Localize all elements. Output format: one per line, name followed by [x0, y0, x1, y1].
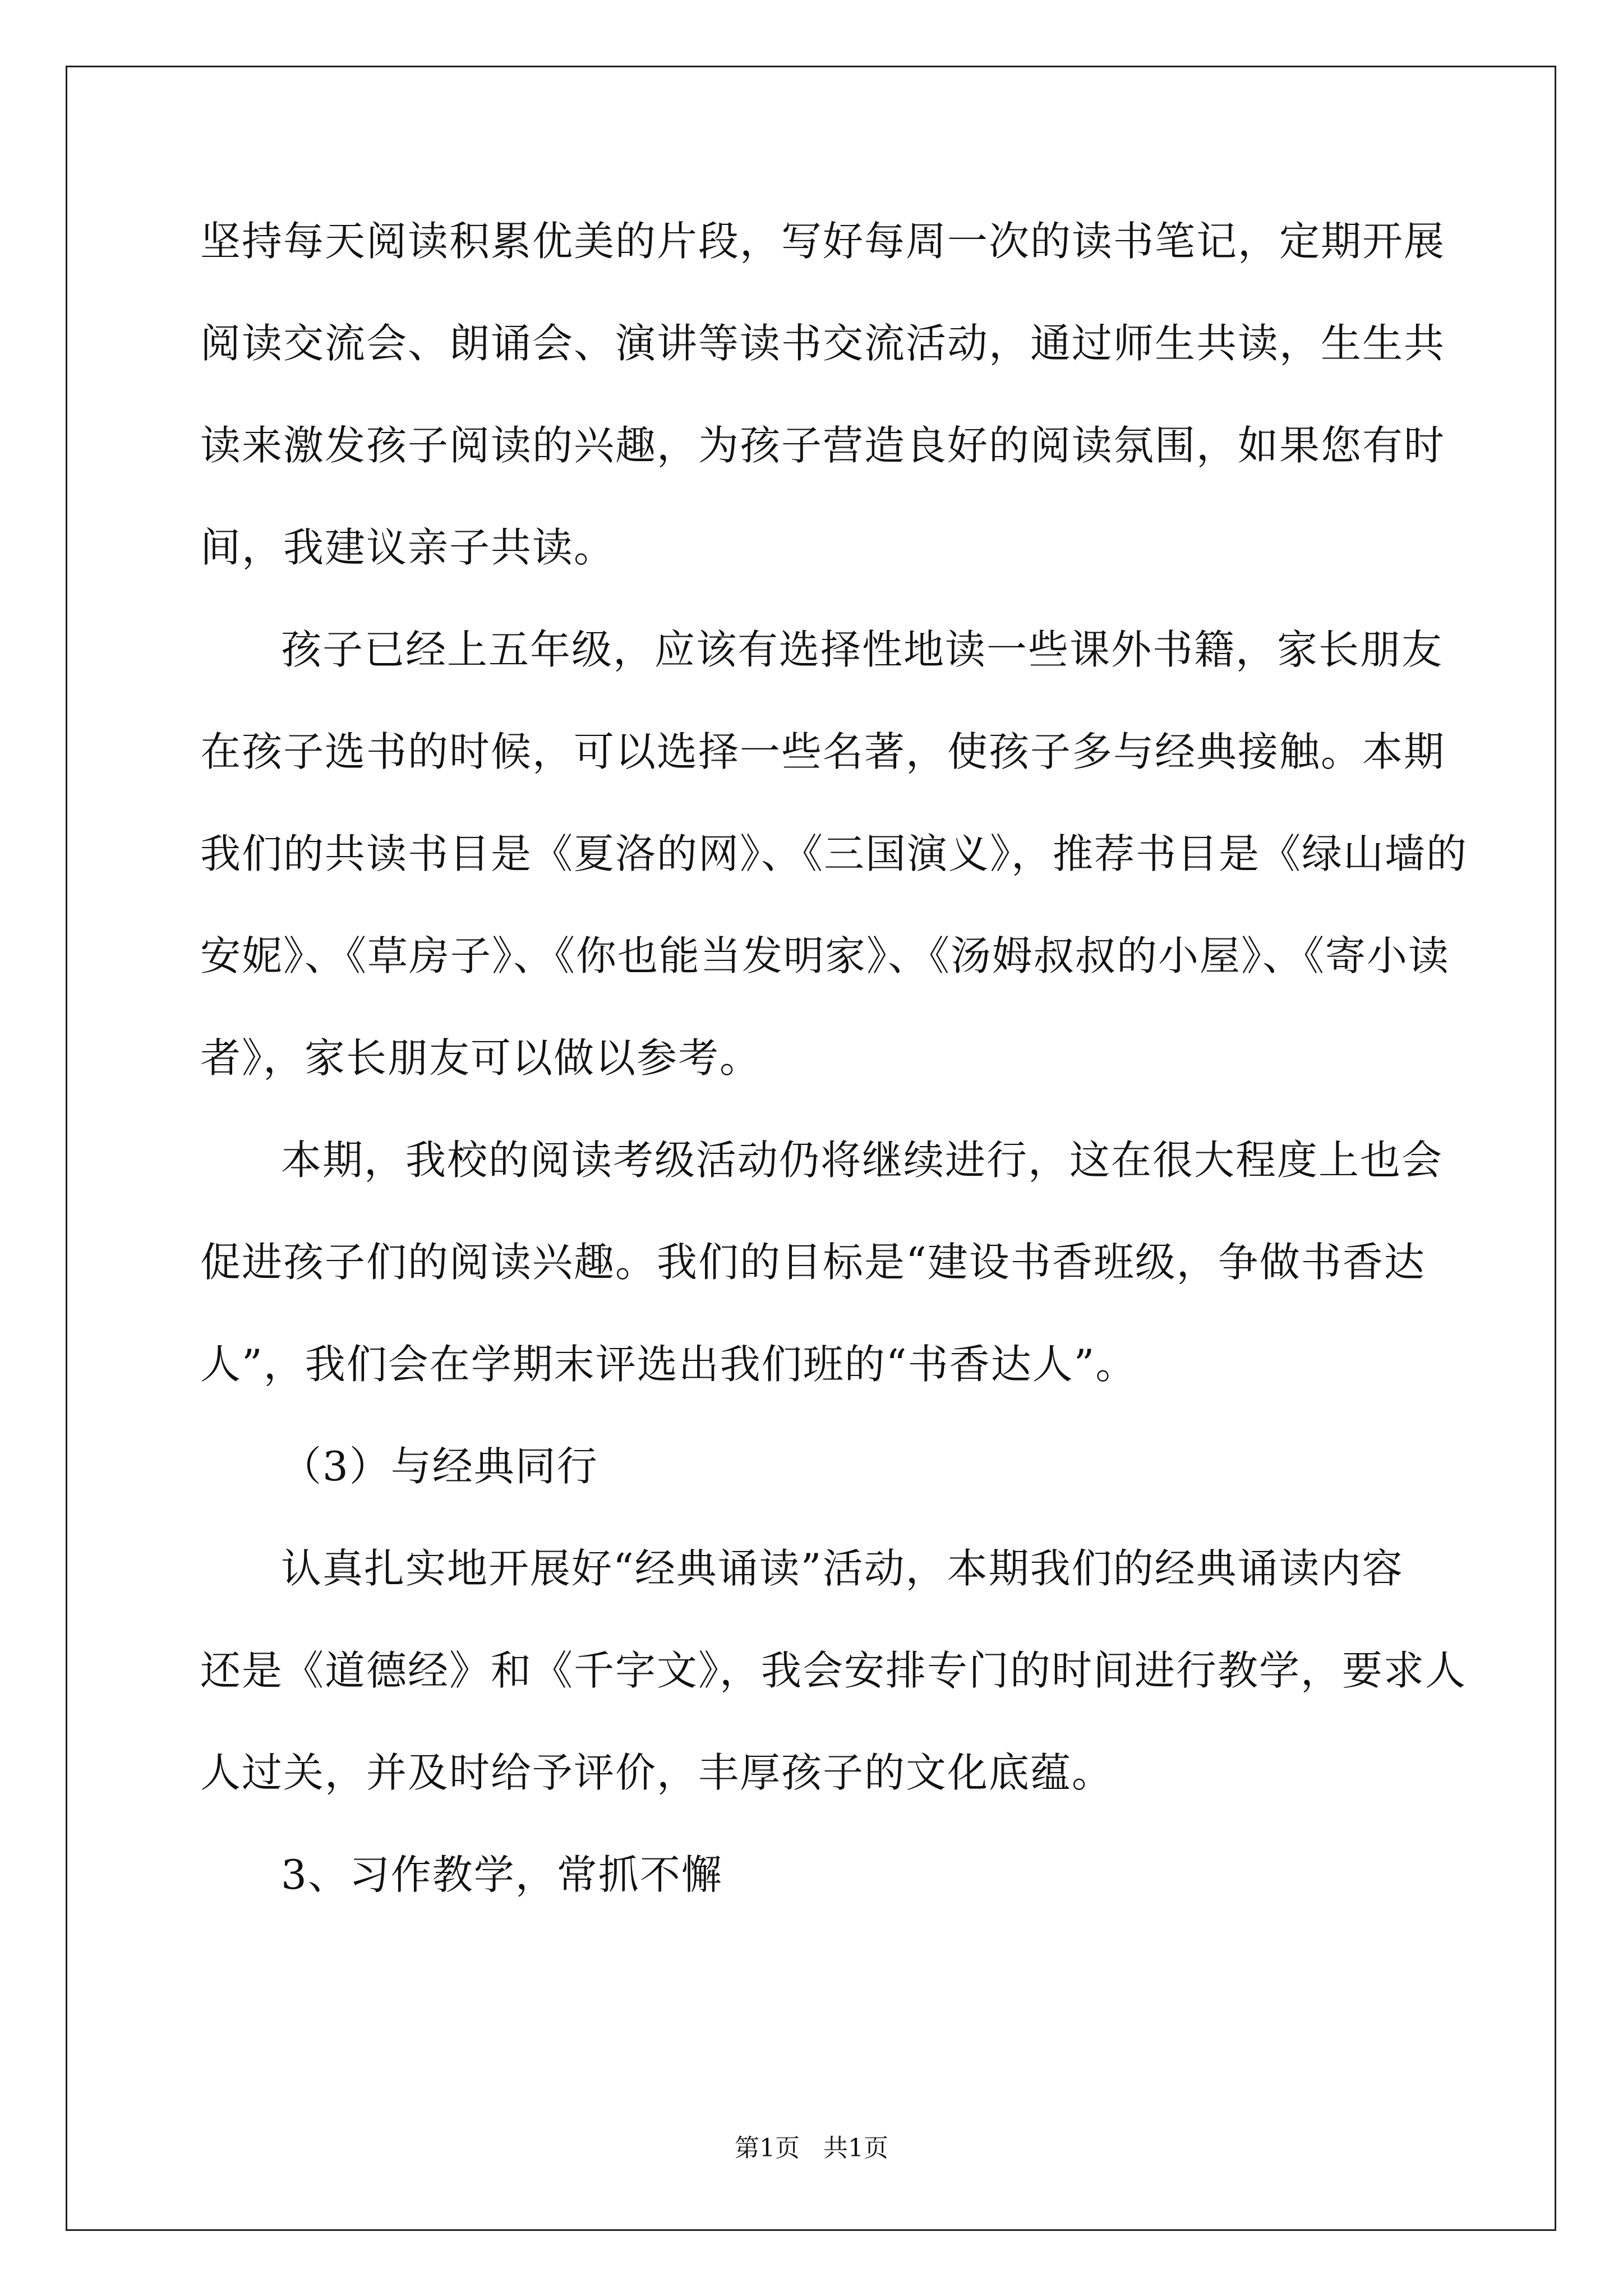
text-line: 间，我建议亲子共读。 [200, 524, 616, 571]
text-line: 阅读交流会、朗诵会、演讲等读书交流活动，通过师生共读，生生共 [200, 320, 1446, 367]
text-line: 在孩子选书的时候，可以选择一些名著，使孩子多与经典接触。本期 [200, 728, 1446, 775]
text-line: 人过关，并及时给予评价，丰厚孩子的文化底蕴。 [200, 1749, 1114, 1796]
paragraph-first-line: 本期，我校的阅读考级活动仍将继续进行，这在很大程度上也会 [281, 1137, 1444, 1184]
paragraph-first-line: 认真扎实地开展好“经典诵读”活动，本期我们的经典诵读内容 [281, 1545, 1404, 1592]
section-heading: 3、习作教学，常抓不懈 [281, 1851, 723, 1898]
text-line: 者》，家长朋友可以做以参考。 [200, 1034, 762, 1082]
section-heading: （3）与经典同行 [281, 1443, 598, 1490]
text-line: 坚持每天阅读积累优美的片段，写好每周一次的读书笔记，定期开展 [200, 218, 1446, 265]
text-line: 人”，我们会在学期末评选出我们班的“书香达人”。 [200, 1341, 1137, 1388]
text-line: 读来激发孩子阅读的兴趣，为孩子营造良好的阅读氛围，如果您有时 [200, 422, 1446, 469]
text-line: 还是《道德经》和《千字文》，我会安排专门的时间进行教学，要求人 [200, 1647, 1467, 1694]
text-line: 安妮》、《草房子》、《你也能当发明家》、《汤姆叔叔的小屋》、《寄小读 [200, 932, 1450, 979]
page-number-footer: 第1页 共1页 [735, 2134, 888, 2162]
text-line: 我们的共读书目是《夏洛的网》、《三国演义》，推荐书目是《绿山墙的 [200, 830, 1468, 877]
paragraph-first-line: 孩子已经上五年级，应该有选择性地读一些课外书籍，家长朋友 [281, 626, 1444, 673]
text-line: 促进孩子们的阅读兴趣。我们的目标是“建设书香班级，争做书香达 [200, 1239, 1426, 1286]
